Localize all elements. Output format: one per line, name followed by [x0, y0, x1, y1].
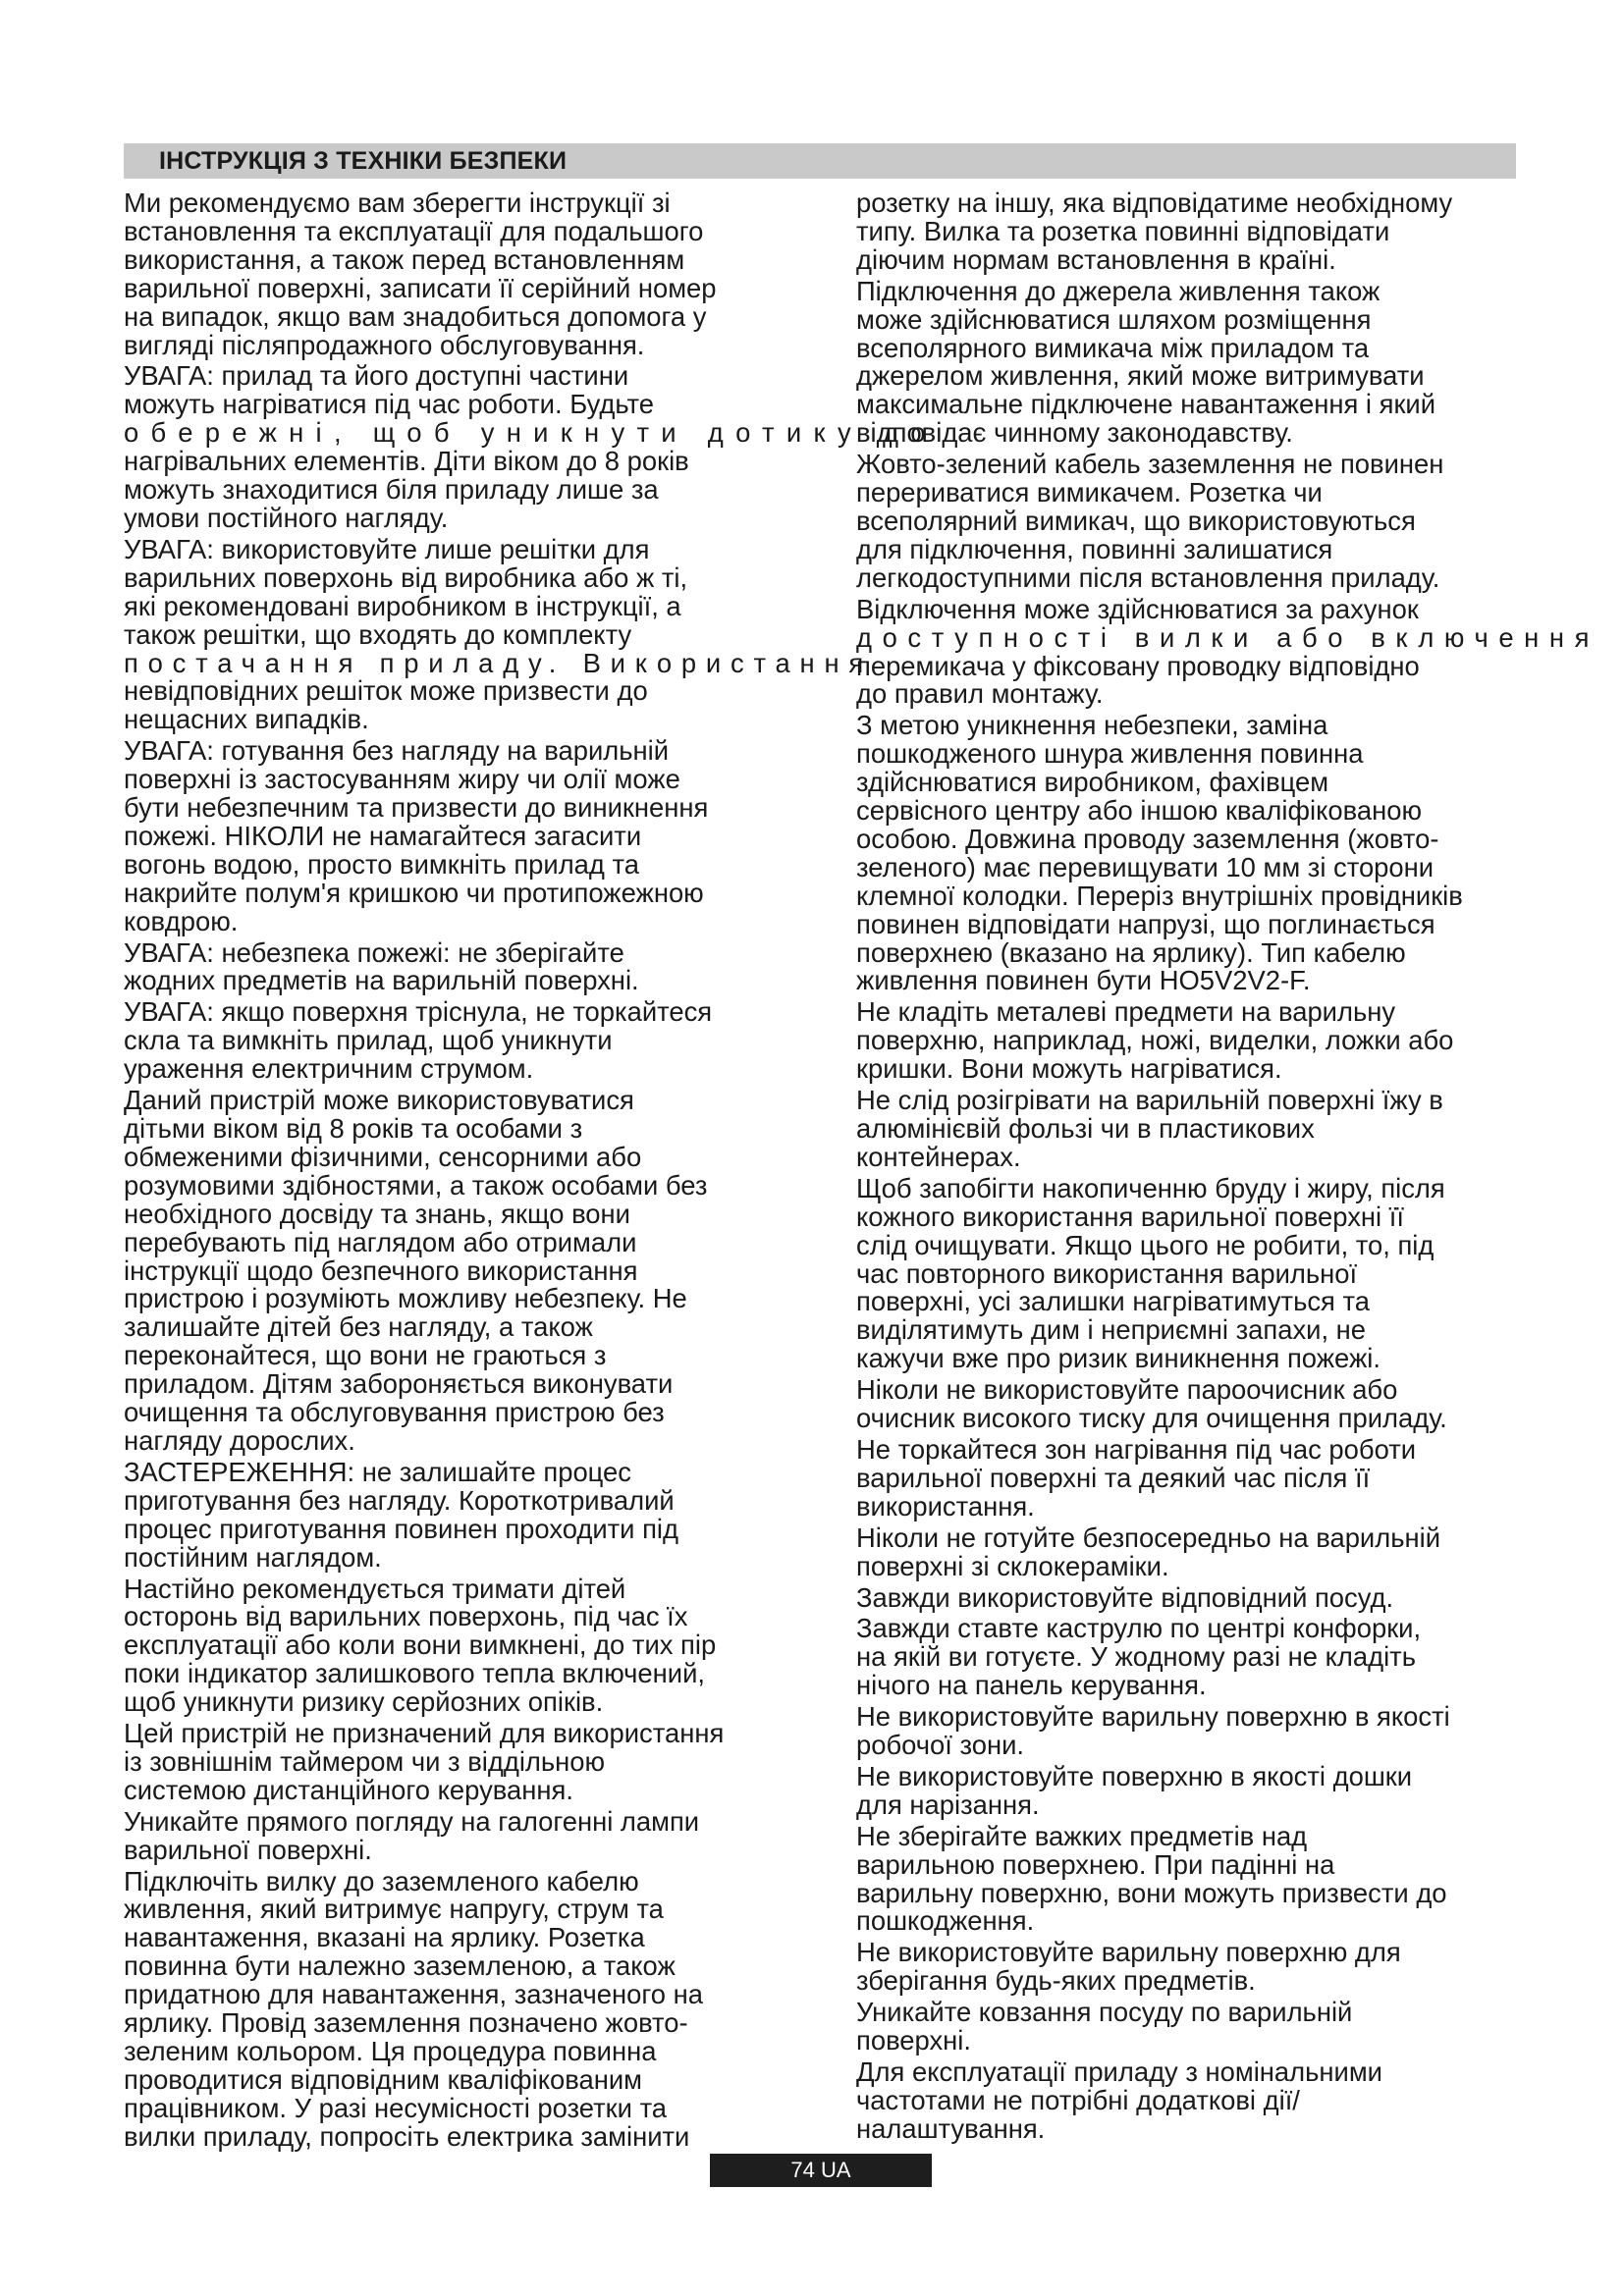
paragraph	[856, 1524, 1534, 1581]
text-line: інструкції щодо безпечного використання	[124, 1255, 638, 1286]
text-line: необхідного досвіду та знань, якщо вони	[124, 1198, 630, 1229]
text-line: варильної поверхні, записати її серійний номер	[124, 272, 717, 303]
text-line: варильної поверхні та деякий час після її	[856, 1462, 1371, 1493]
text-line: кришки. Вони можуть нагріватися.	[856, 1053, 1282, 1085]
text-line: варильну поверхню, вони можуть призвести до	[856, 1877, 1447, 1908]
text-line: розумовими здібностями, а також особами без	[124, 1169, 708, 1201]
text-line: Ми рекомендуємо вам зберегти інструкції зі	[124, 187, 671, 218]
paragraph	[124, 360, 938, 533]
paragraph	[856, 275, 1534, 449]
paragraph	[856, 189, 1534, 275]
text-line: поверхнею (вказано на ярлику). Тип кабелю	[856, 936, 1406, 968]
text-line: алюмінієвій фользі чи в пластикових	[856, 1113, 1315, 1144]
text-line: пошкодженого шнура живлення повинна	[856, 738, 1364, 770]
text-line: Завжди використовуйте відповідний посуд.	[856, 1581, 1394, 1613]
text-line: постачання приладу. Використання	[124, 647, 874, 678]
paragraph	[856, 712, 1534, 995]
paragraph	[124, 533, 874, 735]
paragraph	[856, 451, 1534, 593]
text-line: виділятимуть дим і неприємні запахи, не	[856, 1314, 1367, 1346]
text-line: пристрою і розуміють можливу небезпеку. Не	[124, 1283, 687, 1314]
text-line: повинна бути належно заземленою, а також	[124, 1950, 676, 1982]
paragraph	[856, 1999, 1534, 2056]
text-line: вигляді післяпродажного обслуговування.	[124, 329, 645, 360]
text-line: проводитися відповідним кваліфікованим	[124, 2063, 643, 2095]
paragraph	[856, 1703, 1534, 1760]
text-line: Настійно рекомендується тримати дітей	[124, 1573, 626, 1604]
text-line: ЗАСТЕРЕЖЕННЯ: не залишайте процес	[124, 1456, 631, 1487]
text-line: всеполярного вимикача між приладом та	[856, 332, 1370, 363]
right-column	[856, 187, 1600, 2147]
paragraph	[856, 2058, 1534, 2144]
text-line: Не зберігайте важких предметів над	[856, 1820, 1308, 1851]
text-line: Цей пристрій не призначений для використання	[124, 1718, 725, 1749]
text-line: варильної поверхні.	[124, 1834, 372, 1865]
text-line: перебувають під наглядом або отримали	[124, 1226, 637, 1257]
text-line: УВАГА: небезпека пожежі: не зберігайте	[124, 936, 624, 968]
paragraph	[124, 737, 797, 935]
text-line: доступності вилки або включення	[856, 621, 1600, 653]
paragraph	[856, 1433, 1534, 1522]
text-line: постійним наглядом.	[124, 1541, 382, 1573]
text-line: Уникайте прямого погляду на галогенні лампи	[124, 1805, 700, 1837]
text-line: легкодоступними після встановлення приладу.	[856, 561, 1440, 593]
paragraph	[856, 1172, 1534, 1374]
paragraph	[856, 1615, 1534, 1700]
left-column	[124, 187, 938, 2155]
text-line: обмеженими фізичними, сенсорними або	[124, 1141, 642, 1172]
text-line: поверхні зі склокераміки.	[856, 1550, 1169, 1581]
text-line: також решітки, що входять до комплекту	[124, 618, 632, 650]
text-line: бути небезпечним та призвести до виникнення	[124, 792, 709, 824]
text-line: особою. Довжина проводу заземлення (жовто-	[856, 823, 1439, 854]
paragraph	[124, 1575, 797, 1718]
text-line: працівником. У разі несумісності розетки та	[124, 2092, 668, 2123]
paragraph	[124, 1087, 797, 1456]
text-line: сервісного центру або іншою кваліфікованою	[856, 795, 1422, 827]
text-line: залишайте дітей без нагляду, а також	[124, 1311, 593, 1343]
text-line: на якій ви готуєте. У жодному разі не кладіть	[856, 1641, 1417, 1673]
text-line: Для експлуатації приладу з номінальними	[856, 2056, 1382, 2087]
paragraph	[124, 1720, 797, 1805]
paragraph	[856, 1760, 1534, 1820]
text-line: накрийте полум'я кришкою чи протипожежною	[124, 877, 704, 908]
text-line: навантаження, вказані на ярлику. Розетка	[124, 1922, 645, 1953]
text-line: УВАГА: прилад та його доступні частини	[124, 360, 629, 392]
paragraph	[124, 1865, 797, 2152]
text-line: зберігання будь-яких предметів.	[856, 1965, 1256, 1997]
text-line: налаштування.	[856, 2112, 1046, 2144]
text-line: пошкодження.	[856, 1905, 1035, 1937]
text-line: З метою уникнення небезпеки, заміна	[856, 710, 1328, 741]
text-line: частотами не потрібні додаткові дії/	[856, 2084, 1300, 2115]
text-line: час повторного використання варильної	[856, 1257, 1358, 1289]
text-line: контейнерах.	[856, 1141, 1021, 1172]
text-line: до правил монтажу.	[856, 678, 1104, 710]
text-line: для нарізання.	[856, 1789, 1040, 1820]
text-line: обережні, щоб уникнути дотику до	[124, 417, 938, 449]
text-line: Не використовуйте поверхню в якості дошки	[856, 1760, 1413, 1791]
text-line: жодних предметів на варильній поверхні.	[124, 965, 639, 996]
text-line: скла та вимкніть прилад, щоб уникнути	[124, 1025, 613, 1056]
text-line: перериватися вимикачем. Розетка чи	[856, 477, 1323, 508]
text-line: вогонь водою, просто вимкніть прилад та	[124, 848, 639, 880]
paragraph	[856, 593, 1600, 710]
paragraph	[856, 1376, 1534, 1433]
text-line: Даний пристрій може використовуватися	[124, 1085, 634, 1116]
text-line: здійснюватися виробником, фахівцем	[856, 767, 1329, 798]
text-line: Не слід розігрівати на варильній поверхні їжу в	[856, 1085, 1443, 1116]
paragraph	[124, 998, 797, 1084]
text-line: зеленого) має перевищувати 10 мм зі сторони	[856, 851, 1435, 882]
text-line: поверхні, усі залишки нагріватимуться та	[856, 1286, 1370, 1317]
text-line: очисник високого тиску для очищення приладу.	[856, 1403, 1447, 1434]
text-line: Не використовуйте варильну поверхню в якості	[856, 1701, 1450, 1733]
paragraph	[856, 1820, 1534, 1937]
text-line: можуть нагріватися під час роботи. Будьте	[124, 389, 654, 420]
text-line: УВАГА: готування без нагляду на варильній	[124, 735, 670, 767]
text-line: осторонь від варильних поверхонь, під час їх	[124, 1601, 688, 1632]
text-line: відповідає чинному законодавству.	[856, 417, 1293, 449]
text-line: нічого на панель керування.	[856, 1670, 1207, 1701]
text-line: на випадок, якщо вам знадобиться допомога у	[124, 300, 707, 332]
text-line: живлення, який витримує напругу, струм та	[124, 1894, 664, 1925]
text-line: кожного використання варильної поверхні її	[856, 1201, 1404, 1232]
text-line: перемикача у фіксовану проводку відповідно	[856, 650, 1420, 681]
text-line: типу. Вилка та розетка повинні відповідати	[856, 215, 1390, 246]
text-line: варильних поверхонь від виробника або ж ті,	[124, 561, 688, 593]
text-line: приготування без нагляду. Короткотривалий	[124, 1484, 675, 1516]
text-line: для підключення, повинні залишатися	[856, 533, 1333, 564]
paragraph	[856, 998, 1534, 1084]
text-line: Не кладіть металеві предмети на варильну	[856, 996, 1396, 1028]
text-line: всеполярний вимикач, що використовуються	[856, 505, 1416, 536]
paragraph	[124, 1456, 797, 1573]
text-line: УВАГА: якщо поверхня тріснула, не торкайтеся	[124, 996, 713, 1028]
page-number: 74 UA	[790, 2158, 851, 2182]
text-line: встановлення та експлуатації для подальшого	[124, 215, 704, 246]
text-line: Ніколи не використовуйте пароочисник або	[856, 1374, 1398, 1406]
text-line: системою дистанційного керування.	[124, 1774, 573, 1805]
paragraph	[856, 1087, 1534, 1172]
text-line: Не торкайтеся зон нагрівання під час роботи	[856, 1433, 1417, 1465]
text-line: Ніколи не готуйте безпосередньо на варильній	[856, 1522, 1440, 1553]
text-line: вилки приладу, попросіть електрика замінити	[124, 2120, 690, 2152]
text-line: варильною поверхнею. При падінні на	[856, 1848, 1335, 1880]
text-line: може здійснюватися шляхом розміщення	[856, 303, 1372, 335]
text-line: можуть знаходитися біля приладу лише за	[124, 474, 659, 506]
text-line: умови постійного нагляду.	[124, 502, 449, 533]
text-line: Щоб запобігти накопиченню бруду і жиру, після	[856, 1172, 1445, 1203]
text-line: нещасних випадків.	[124, 704, 369, 735]
text-line: Уникайте ковзання посуду по варильній	[856, 1997, 1353, 2028]
paragraph	[856, 1581, 1534, 1613]
text-line: дітьми віком від 8 років та особами з	[124, 1113, 583, 1144]
text-line: кажучи вже про ризик виникнення пожежі.	[856, 1343, 1380, 1374]
paragraph	[124, 189, 797, 359]
text-line: джерелом живлення, який може витримувати	[856, 360, 1425, 392]
text-line: Відключення може здійснюватися за рахунок	[856, 593, 1419, 624]
text-line: Підключіть вилку до заземленого кабелю	[124, 1865, 639, 1896]
text-line: придатною для навантаження, зазначеного на	[124, 1979, 703, 2010]
text-line: поки індикатор залишкового тепла включений,	[124, 1658, 706, 1689]
paragraph	[124, 936, 797, 996]
text-line: експлуатації або коли вони вимкнені, до тих пір	[124, 1629, 717, 1661]
text-line: процес приготування повинен проходити під	[124, 1513, 678, 1544]
text-line: клемної колодки. Переріз внутрішніх провідників	[856, 880, 1463, 911]
text-line: Не використовуйте варильну поверхню для	[856, 1937, 1401, 1968]
text-line: зеленим кольором. Ця процедура повинна	[124, 2036, 657, 2066]
text-line: приладом. Дітям забороняється виконувати	[124, 1368, 674, 1400]
section-header-bar	[124, 143, 1516, 179]
text-line: пожежі. НІКОЛИ не намагайтеся загасити	[124, 820, 642, 851]
paragraph	[856, 1939, 1534, 1996]
text-line: Завжди ставте каструлю по центрі конфорки,	[856, 1613, 1422, 1644]
text-line: щоб уникнути ризику серйозних опіків.	[124, 1686, 604, 1718]
text-line: повинен відповідати напрузі, що поглинається	[856, 908, 1435, 939]
section-title: ІНСТРУКЦІЯ З ТЕХНІКИ БЕЗПЕКИ	[159, 147, 568, 175]
text-line: поверхні.	[856, 2025, 971, 2056]
text-line: використання, а також перед встановленням	[124, 243, 685, 275]
text-line: використання.	[856, 1490, 1035, 1522]
text-line: слід очищувати. Якщо цього не робити, то, під	[856, 1229, 1435, 1260]
text-line: робочої зони.	[856, 1730, 1025, 1761]
text-line: поверхні із застосуванням жиру чи олії може	[124, 764, 680, 795]
text-line: діючим нормам встановлення в країні.	[856, 243, 1336, 275]
text-line: із зовнішнім таймером чи з віддільною	[124, 1745, 606, 1777]
text-line: нагляду дорослих.	[124, 1424, 355, 1456]
text-line: невідповідних решіток може призвести до	[124, 675, 648, 707]
page-number-box	[710, 2154, 932, 2187]
text-line: нагрівальних елементів. Діти віком до 8 років	[124, 446, 689, 477]
text-line: Підключення до джерела живлення також	[856, 275, 1380, 306]
text-line: живлення повинен бути HO5V2V2-F.	[856, 965, 1311, 996]
text-line: розетку на іншу, яка відповідатиме необхідному	[856, 187, 1453, 218]
paragraph	[124, 1805, 797, 1865]
text-line: переконайтеся, що вони не граються з	[124, 1340, 607, 1371]
text-line: ярлику. Провід заземлення позначено жовто-	[124, 2007, 688, 2039]
text-line: поверхню, наприклад, ножі, виделки, ложки або	[856, 1025, 1454, 1056]
text-line: які рекомендовані виробником в інструкції, а	[124, 590, 681, 621]
text-line: очищення та обслуговування пристрою без	[124, 1397, 665, 1428]
text-line: максимальне підключене навантаження і який	[856, 389, 1436, 420]
text-line: УВАГА: використовуйте лише решітки для	[124, 533, 650, 564]
text-line: ураження електричним струмом.	[124, 1053, 534, 1085]
text-line: ковдрою.	[124, 905, 239, 936]
text-line: Жовто-зелений кабель заземлення не повинен	[856, 449, 1444, 480]
